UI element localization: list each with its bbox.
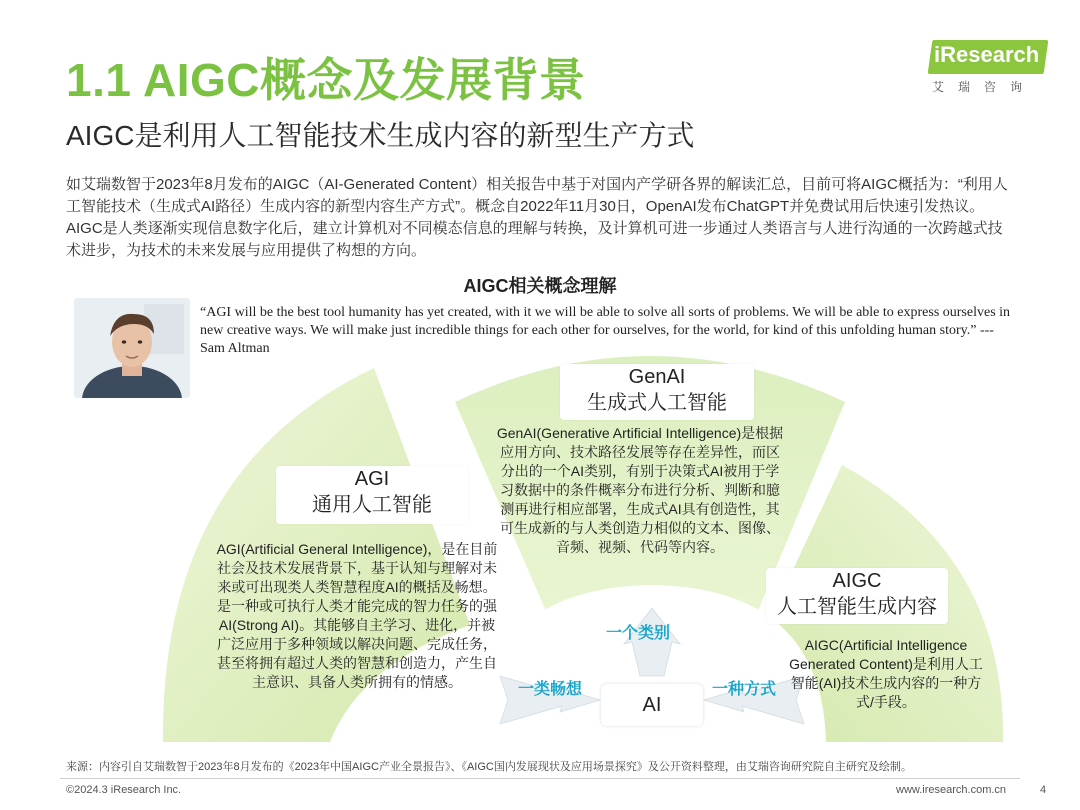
agi-title-box xyxy=(276,466,468,524)
page-title: 1.1 AIGC概念及发展背景 xyxy=(66,54,586,106)
aigc-title-cn: 人工智能生成内容 xyxy=(777,596,937,618)
genai-title-box xyxy=(560,364,754,420)
footer-divider xyxy=(60,778,1020,779)
top-arrow-label: 一个类别 xyxy=(606,625,671,642)
website-link[interactable]: www.iresearch.com.cn xyxy=(896,784,1007,796)
logo-wordmark: iResearch xyxy=(934,42,1040,67)
right-arrow-label: 一种方式 xyxy=(712,681,777,698)
page-subtitle: AIGC是利用人工智能技术生成内容的新型生产方式 xyxy=(66,120,695,151)
logo-chinese-name: 艾瑞咨询 xyxy=(932,80,1037,94)
copyright: ©2024.3 iResearch Inc. xyxy=(66,784,182,796)
aigc-title-en: AIGC xyxy=(832,570,882,592)
section-title: AIGC相关概念理解 xyxy=(463,276,617,296)
aigc-description: AIGC(Artificial Intelligence Generated Content)是利用人工智能(AI)技术生成内容的一种方式/手段。 xyxy=(789,637,983,710)
agi-title-cn: 通用人工智能 xyxy=(312,494,432,516)
genai-title-en: GenAI xyxy=(628,366,686,388)
ai-center-box: AI xyxy=(601,684,703,726)
left-arrow-label: 一类畅想 xyxy=(518,681,583,698)
genai-description: GenAI(Generative Artificial Intelligence)是根据应用方向、技术路径发展等存在差异性，而区分出的一个AI类别，有别于决策式AI被用于学习数据中的条件概率分布进行分析、判断和臆测再进行相应部署，生成式AI具有创造性，其可生成新的与人类创造力相似的文本、图像、音频、视频、代码等内容。 xyxy=(496,425,784,555)
intro-paragraph: 如艾瑞数智于2023年8月发布的AIGC（AI-Generated Content）相关报告中基于对国内产学研各界的解读汇总，目前可将AIGC概括为：“利用人工智能技术（生成式AI路径）生成内容的新型内容生产方式”。概念自2022年11月30日，OpenAI发布ChatGPT并免费试用后快速引发热议。AIGC是人类逐渐实现信息数字化后，建立计算机对不同模态信息的理解与转换，及计算机可进一步通过人类语言与人进行沟通的一次跨越式技术进步，为技术的未来发展与应用提供了构想的方向。 xyxy=(66,176,1008,259)
page-number: 4 xyxy=(1040,784,1047,796)
agi-description: AGI(Artificial General Intelligence)，是在目前社会及技术发展背景下，基于认知与理解对未来或可出现类人类智慧程度AI的概括及畅想。是一种或可执行人类才能完成的智力任务的强AI(Strong AI)。其能够自主学习、进化，并被广泛应用于多种领域以解决问题、完成任务，甚至将拥有超过人类的智慧和创造力，产生自主意识、具备人类所拥有的情感。 xyxy=(216,541,498,690)
source-note: 来源：内容引自艾瑞数智于2023年8月发布的《2023年中国AIGC产业全景报告》、《AIGC国内发展现状及应用场景探究》及公开资料整理，由艾瑞咨询研究院自主研究及绘制。 xyxy=(66,761,912,773)
genai-title-cn: 生成式人工智能 xyxy=(587,392,727,414)
agi-title-en: AGI xyxy=(354,468,390,490)
aigc-title-box xyxy=(766,568,948,624)
sam-altman-quote: “AGI will be the best tool humanity has yet created, with it we will be able to solve all sorts of problems. We will be able to express ourselves in new creative ways. We will make just incredible things for each other for ourselves, for the world, for kind of this unfolding human story.” ---Sam Altman xyxy=(200,305,1011,356)
